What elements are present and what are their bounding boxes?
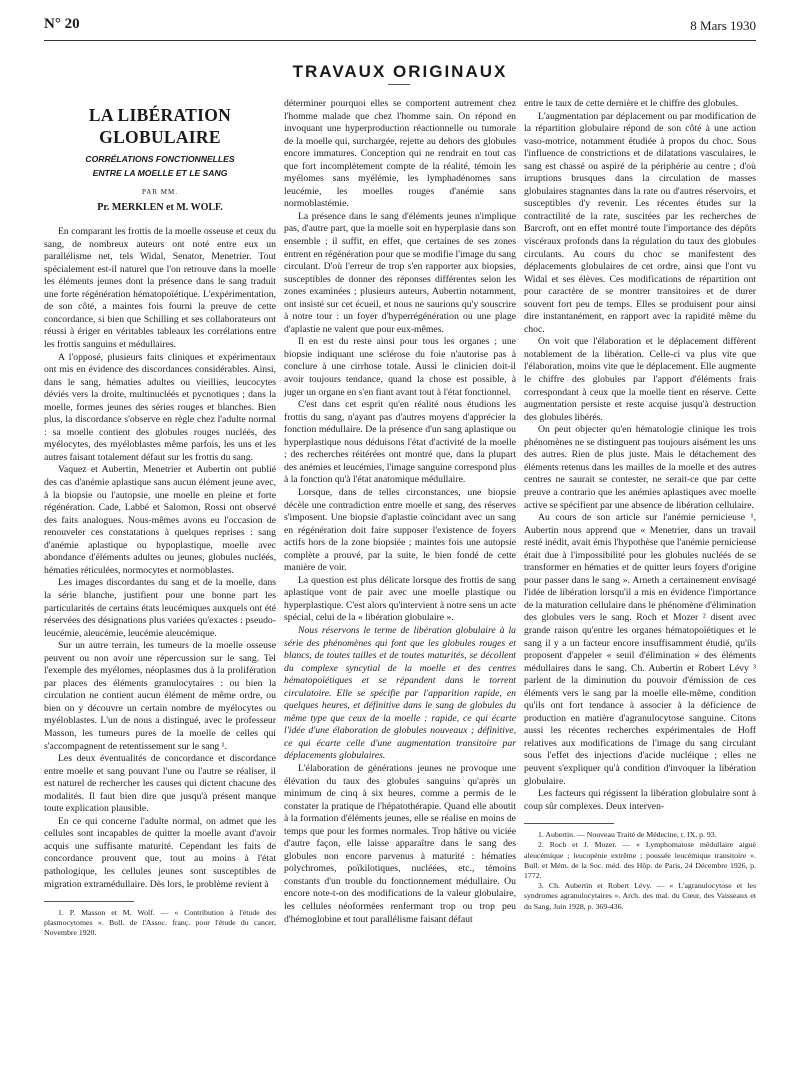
paragraph: La présence dans le sang d'éléments jeunes n'implique pas, d'autre part, que la moelle soit en hyperplasie dans son ensemble ; il suffit, en effet, que certaines de ses zones entrent en régénération pour que se modifie l'image du sang circulant. D'où l'erreur de trop s'en rapporter aux biopsies, susceptibles de donner des réponses différentes selon les zones examinées ; plusieurs auteurs, Aubertin notamment, ont insisté sur cet écueil, et nous ne saurions qu'y souscrire à notre tour : un foyer d'hyperrégénération ou une plage d'aplastie ne valent que pour eux-mêmes. — [284, 210, 516, 335]
page-header — [44, 16, 756, 40]
paragraph: Les deux éventualités de concordance et discordance entre moelle et sang pouvant l'une ou l'autre se réaliser, il est naturel de rechercher les causes qui dictent chacune des modalités. Il faut bien dire que jusqu'à présent manque toute explication plausible. — [44, 753, 276, 815]
paragraph: A l'opposé, plusieurs faits cliniques et expérimentaux ont mis en évidence des discordances considérables. Ainsi, dans le sang, hématies adultes ou vieillies, leucocytes déviés vers la droite, multinucléés et pycnotiques ; dans la moelle, formes jeunes des séries rouges et blanches. Bien plus, la discordance s'observe en règle chez l'adulte normal : sa moelle contient des globules rouges nucléés, des myélocytes, des myéloblastes même parfois, les uns et les autres faisant totalement défaut sur les frottis du sang. — [44, 351, 276, 463]
paragraph: Les images discordantes du sang et de la moelle, dans la série blanche, justifient pour une bonne part les particularités de certains états leucémiques auxquels ont été réservées des désignations plus variées qu'exactes : pseudo-leucémie, aleucémie, leucémie aleucémique. — [44, 577, 276, 639]
italic-definition-paragraph: Nous réservons le terme de libération globulaire à la série des phénomènes qui font que les globules rouges et blancs, de toutes tailles et de toutes maturités, se décollent du complexe syncytial de la moelle et des centres hématopoïétiques et se répandent dans le torrent circulatoire. Elle se spécifie par l'apparition rapide, en quelques heures, et définitive dans le sang de globules du même type que ceux de la moelle : rapide, ce qui écarte l'idée d'une élaboration de globules nouveaux ; définitive, ce qui écarte celle d'une augmentation transitoire par déplacements globulaires. — [284, 624, 516, 762]
paragraph: L'augmentation par déplacement ou par modification de la répartition globulaire répond de son côté à une action vaso-motrice, notamment étudiée à propos du choc. Sous l'influence de constrictions et de dilatations vasculaires, le sang est chassé ou aspiré de la périphérie au centre ; d'où irruptions brusques dans la circulation de masses globulaires stagnantes dans la rate ou d'autres réservoirs, et susceptibles d'y revenir. Les récentes études sur la contractilité de la rate, suscitées par les recherches de Barcroft, ont en effet montré toute l'importance des dépôts viscéraux profonds dans la régulation du taux des globules circulants. Au cours du choc se manifestent des déplacements globulaires de cet ordre, ainsi que l'ont vu Widal et ses élèves. Ces modifications de répartition ont pour caractère de se montrer transitoires et de durer souvent fort peu de temps. Elles se produisent pour ainsi dire instantanément, en rapport avec la rapidité même du choc. — [524, 110, 756, 335]
column-2 — [284, 98, 516, 926]
paragraph: déterminer pourquoi elles se comportent autrement chez l'homme malade que chez l'homme sain. On répond en invoquant une hyperproduction réactionnelle ou tumorale de la moelle qui, surchargée, rejette au dehors des globules encore immatures. Conception qui ne rendrait en tout cas que fort incomplètement compte de la réalité, témoin les myélomes sans myélémie, les lymphadénomes sans leucémie, les moelles rouges d'anémie sans normoblastémie. — [284, 98, 516, 210]
article-title: LA LIBÉRATION GLOBULAIRE — [88, 105, 232, 147]
paragraph: Les facteurs qui régissent la libération globulaire sont à coup sûr complexes. Deux interven- — [524, 788, 756, 812]
section-title: TRAVAUX ORIGINAUX — [292, 62, 508, 81]
footnote: 1. Aubertin. — Nouveau Traité de Médecine, t. IX, p. 93. — [538, 830, 717, 840]
footnote: 2. Roch et J. Mozer. — « Lymphomatose médullaire aiguë aleucémique ; leucopénie extrême ; poussée leucémique transitoire ». Bull. et Mém. de la Soc. méd. des Hôp. de Paris, 24 Décembre 1926, p. 1772. — [524, 840, 756, 880]
column-3 — [524, 98, 756, 912]
paragraph: C'est dans cet esprit qu'en réalité nous étudions les frottis du sang, n'ayant pas d'autres moyens d'apprécier la fonction médullaire. De la présence d'un sang aplastique ou hyperplastique nous déduisons l'état d'activité de la moelle ; des recherches réitérées ont montré que, dans la plupart des anémies et leucémies, l'image sanguine correspond plus à la fonction qu'à l'état anatomique médullaire. — [284, 399, 516, 486]
paragraph: Au cours de son article sur l'anémie pernicieuse ¹, Aubertin nous apprend que « Menetrier, dans un travail resté inédit, avait émis l'hypothèse que l'anémie pernicieuse était due à l'impossibilité pour les globules nucléés de se transformer en hématies et de quitter leurs foyers d'origine pour passer dans le sang ». Arneth a certainement envisagé l'idée de libération lorsqu'il a mis en évidence l'importance de la maturation cellulaire dans le phénomène d'élimination des globules vers le sang. Roch et Mozer ² disent avec grande raison qu'entre les organes hématopoïétiques et le sang il y a un facteur encore insuffisamment étudié, qu'ils proposent d'appeler « seuil d'élimination » des éléments médullaires dans le sang. Ch. Aubertin et Robert Lévy ³ parlent de la diminution du pouvoir d'émission de ces éléments vers le sang par la moelle elle-même, condition qu'ils ont fort tendance à associer à la déficience de production en matière d'agranulocytose sanguine. Citons aussi les récentes recherches expérimentales de Hoff relatives aux modifications de l'image du sang circulant sous l'effet des injections d'acide nucléique ; elles ne peuvent s'expliquer qu'à condition d'invoquer la libération globulaire. — [524, 512, 756, 787]
article-par: PAR MM. — [142, 188, 178, 196]
footnote: 3. Ch. Aubertin et Robert Lévy. — « L'agranulocytose et les syndromes agranulocytaires ». Arch. des mal. du Cœur, des Vaisseaux et du Sang, Juin 1928, p. 369-436. — [524, 881, 756, 911]
section-ornament — [388, 84, 410, 85]
paragraph: En ce qui concerne l'adulte normal, on admet que les cellules sont incapables de quitter la moelle avant d'avoir acquis une suffisante maturité. Cependant les faits de concordance prouvent que, tout au moins à l'état pathologique, les cellules jeunes sont susceptibles de migration extramédullaire. Dès lors, le problème revient à — [44, 815, 276, 890]
column-1 — [44, 98, 276, 939]
paragraph: Sur un autre terrain, les tumeurs de la moelle osseuse peuvent ou non avoir une répercussion sur le sang. Tel l'exemple des myélomes, néoplasmes dus à la prolifération par places des éléments granulocytaires : ou bien la circulation ne contient aucun élément de même ordre, ou bien on y découvre un certain nombre de myélocytes ou myéloblastes. L'un de nous a distingué, avec le professeur Masson, les tumeurs pures de la moelle de celles qui s'accompagnent de retentissement sur le sang ¹. — [44, 640, 276, 752]
footnote-rule — [44, 901, 134, 902]
paragraph: Il en est du reste ainsi pour tous les organes ; une biopsie indiquant une sclérose du foie n'autorise pas à conclure à une cirrhose totale. Aussi le clinicien doit-il avoir toujours tendance, quand la chose est possible, à juger un organe en s'en fiant avant tout à l'état fonctionnel. — [284, 336, 516, 398]
paragraph: L'élaboration de générations jeunes ne provoque une élévation du taux des globules sanguins qu'après un minimum de cinq à six heures, comme a permis de le constater la pratique de l'hépatothérapie. Quand elle aboutit à la formation d'éléments jeunes, elle se réalise en moins de temps que pour les formes normales. Trop hâtive ou viciée d'autre façon, elle laisse apparaître dans le sang des globules non encore parvenus à maturité : hématies polychromes, poïkilotiques, nucléées, etc., témoins constants d'un trouble du fonctionnement médullaire. Ou encore note-t-on des modifications de la valeur globulaire, les cellules néoformées renfermant trop ou trop peu d'hémoglobine et tout parallélisme faisant défaut — [284, 762, 516, 925]
paragraph: entre le taux de cette dernière et le chiffre des globules. — [524, 98, 739, 109]
paragraph: La question est plus délicate lorsque des frottis de sang aplastique vont de pair avec une moelle plastique ou hyperplastique. C'est alors qu'intervient à notre sens un acte spécial, celui de la « libération globulaire ». — [284, 574, 516, 624]
article-subtitle-1: CORRÉLATIONS FONCTIONNELLES — [85, 154, 235, 164]
paragraph: On voit que l'élaboration et le déplacement diffèrent notablement de la libération. Celle-ci va plus vite que l'élaboration, moins vite que le déplacement. Elle augmente le chiffre des globules par l'apport d'éléments frais correspondant à ceux que la moelle tient en réserve. Cette augmentation persiste et reste acquise jusqu'à destruction des globules libérés. — [524, 336, 756, 423]
footnote-rule — [524, 823, 614, 824]
paragraph: Lorsque, dans de telles circonstances, une biopsie décèle une contradiction entre moelle et sang, des réserves s'imposent. Une biopsie d'aplastie coïncidant avec un sang en régénération doit faire supposer l'existence de foyers actifs hors de la zone biopsiée ; maintes fois une autopsie complète a prouvé, par la suite, le bien fondé de cette manière de voir. — [284, 486, 516, 574]
header-rule — [44, 40, 756, 41]
article-authors: Pr. MERKLEN et M. WOLF. — [97, 201, 223, 213]
paragraph: On peut objecter qu'en hématologie clinique les trois phénomènes ne se distinguent pas toujours aisément les uns des autres. Rien de plus juste. Mais le détachement des éléments retenus dans les mailles de la moelle et des autres centres ne saurait se contester, ne serait-ce que par cette preuve a contrario que les anémies aplastiques avec moelle active se spécifient par une absence de libération cellulaire. — [524, 424, 756, 511]
footnote: 1. P. Masson et M. Wolf. — « Contribution à l'étude des plasmocytomes ». Bull. de l'Assoc. franç. pour l'étude du cancer, Novembre 1920. — [44, 908, 276, 938]
issue-number: N° 20 — [44, 16, 80, 32]
paragraph: Vaquez et Aubertin, Menetrier et Aubertin ont publié des cas d'anémie aplastique sans aucun élément jeune avec, à la biopsie ou l'autopsie, une moelle en pleine et forte régénération. Cade, Labbé et Salomon, Rossi ont observé des faits analogues. Nous-mêmes avons eu l'occasion de renouveler ces constatations à quelques reprises : sang d'anémie aplastique ou hypoplastique, moelle avec abondance d'éléments adultes ou jeunes, globules nucléés, hématies réticulées, normocytes et normoblastes. — [44, 464, 276, 576]
issue-date: 8 Mars 1930 — [690, 18, 756, 33]
paragraph: En comparant les frottis de la moelle osseuse et ceux du sang, de nombreux auteurs ont noté entre eux un parallélisme net, tels Widal, Senator, Menetrier. Tout spécialement est-il naturel que l'on retrouve dans la moelle les éléments jeunes dont la présence dans le sang traduit une forte régénération hématopoïétique. L'expérimentation, de son côté, a maintes fois fourni la preuve de cette concordance, si bien que Schilling et ses collaborateurs ont réussi à ériger en véritables tableaux les corrélations entre les frottis sanguins et médullaires. — [44, 226, 276, 351]
article-subtitle-2: ENTRE LA MOELLE ET LE SANG — [92, 168, 228, 178]
